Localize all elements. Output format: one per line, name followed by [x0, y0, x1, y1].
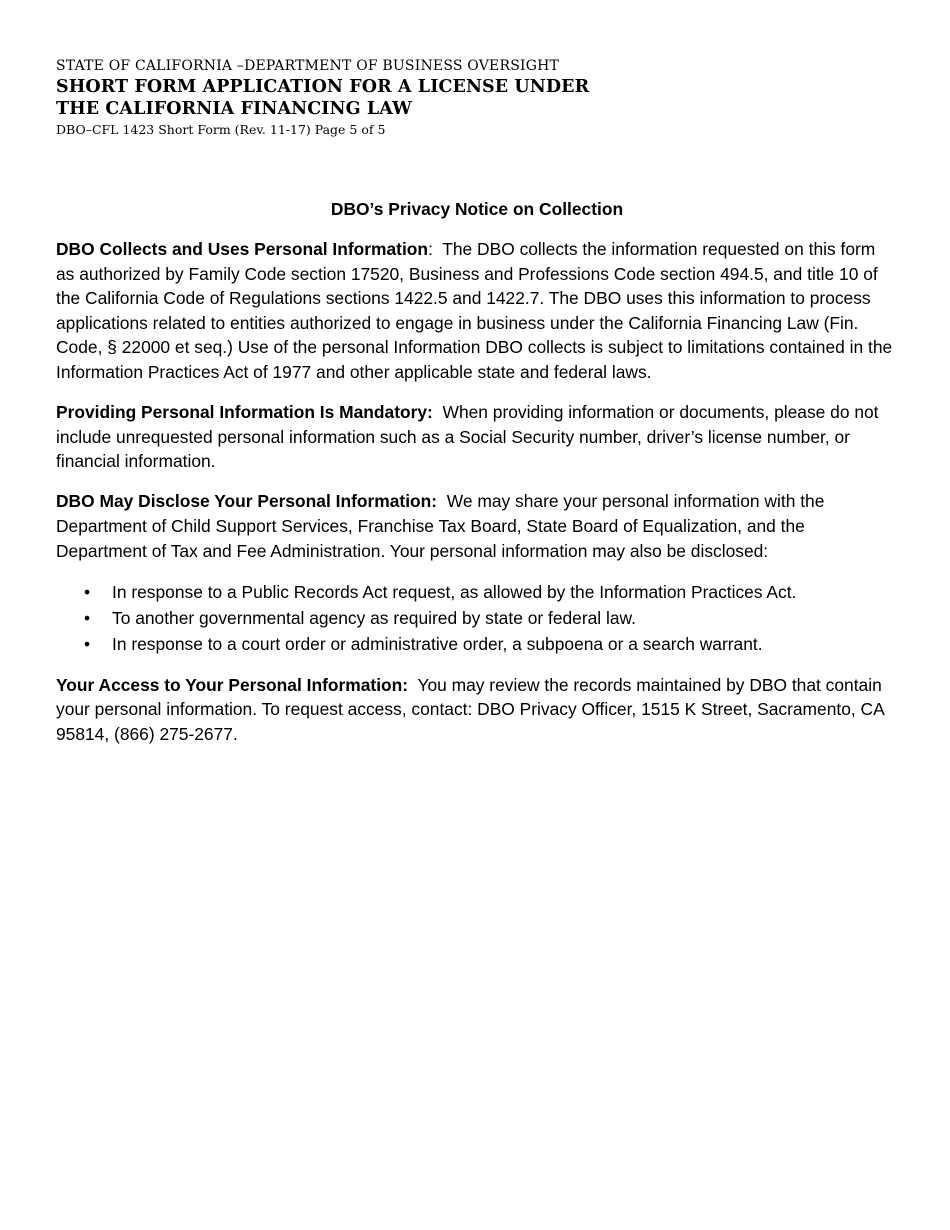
mandatory-section: [56, 400, 898, 474]
privacy-notice: [56, 197, 898, 762]
collects-uses-separator: :: [428, 239, 443, 260]
form-title-line-2: THE CALIFORNIA FINANCING LAW: [56, 99, 412, 119]
disclose-body: We may share your personal information with the Department of Child Support Services, Franchise Tax Board, State Board of Equalization, and the Department of Tax and Fee Administration. Your personal information may also be disclosed:: [56, 491, 825, 561]
form-title-line-1: SHORT FORM APPLICATION FOR A LICENSE UNDER: [56, 77, 590, 97]
list-item-text: In response to a Public Records Act request, as allowed by the Information Practices Act.: [112, 581, 797, 602]
list-item-text: To another governmental agency as required by state or federal law.: [112, 607, 636, 628]
access-heading: Your Access to Your Personal Information:: [56, 674, 409, 695]
collects-uses-section: [56, 237, 898, 385]
bullet-icon: •: [84, 607, 91, 628]
disclosure-list: [56, 579, 898, 658]
form-header: [56, 56, 896, 140]
form-id-page-number: DBO–CFL 1423 Short Form (Rev. 11-17) Page 5 of 5: [56, 122, 386, 137]
list-item-text: In response to a court order or administrative order, a subpoena or a search warrant.: [112, 634, 763, 655]
bullet-icon: •: [84, 634, 91, 655]
mandatory-heading: Providing Personal Information Is Mandatory:: [56, 402, 433, 423]
collects-uses-heading: DBO Collects and Uses Personal Information: [56, 239, 429, 260]
bullet-icon: •: [84, 581, 91, 602]
access-body: You may review the records maintained by DBO that contain your personal information. To request access, contact: DBO Privacy Officer, 1515 K Street, Sacramento, CA 95814, (866) 275-2677.: [56, 674, 884, 745]
mandatory-body: When providing information or documents, please do not include unrequested personal information such as a Social Security number, driver’s license number, or financial information.: [56, 402, 879, 472]
access-section: [56, 673, 898, 747]
list-item: [56, 631, 898, 657]
list-item: [56, 579, 898, 605]
mandatory-separator: [433, 402, 443, 422]
disclose-section: [56, 489, 898, 563]
collects-uses-body: The DBO collects the information requested on this form as authorized by Family Code section 17520, Business and Professions Code section 494.5, and title 10 of the California Code of Regulations sections 1422.5 and 1422.7. The DBO uses this information to process applications related to entities authorized to engage in business under the California Financing Law (Fin. Code, § 22000 et seq.) Use of the personal Information DBO collects is subject to limitations contained in the Information Practices Act of 1977 and other applicable state and federal laws.: [56, 239, 893, 383]
disclose-heading: DBO May Disclose Your Personal Information:: [56, 491, 438, 512]
disclose-separator: [437, 491, 447, 511]
agency-name: STATE OF CALIFORNIA –DEPARTMENT OF BUSINESS OVERSIGHT: [56, 58, 560, 74]
list-item: [56, 605, 898, 631]
privacy-notice-title: DBO’s Privacy Notice on Collection: [330, 199, 624, 219]
